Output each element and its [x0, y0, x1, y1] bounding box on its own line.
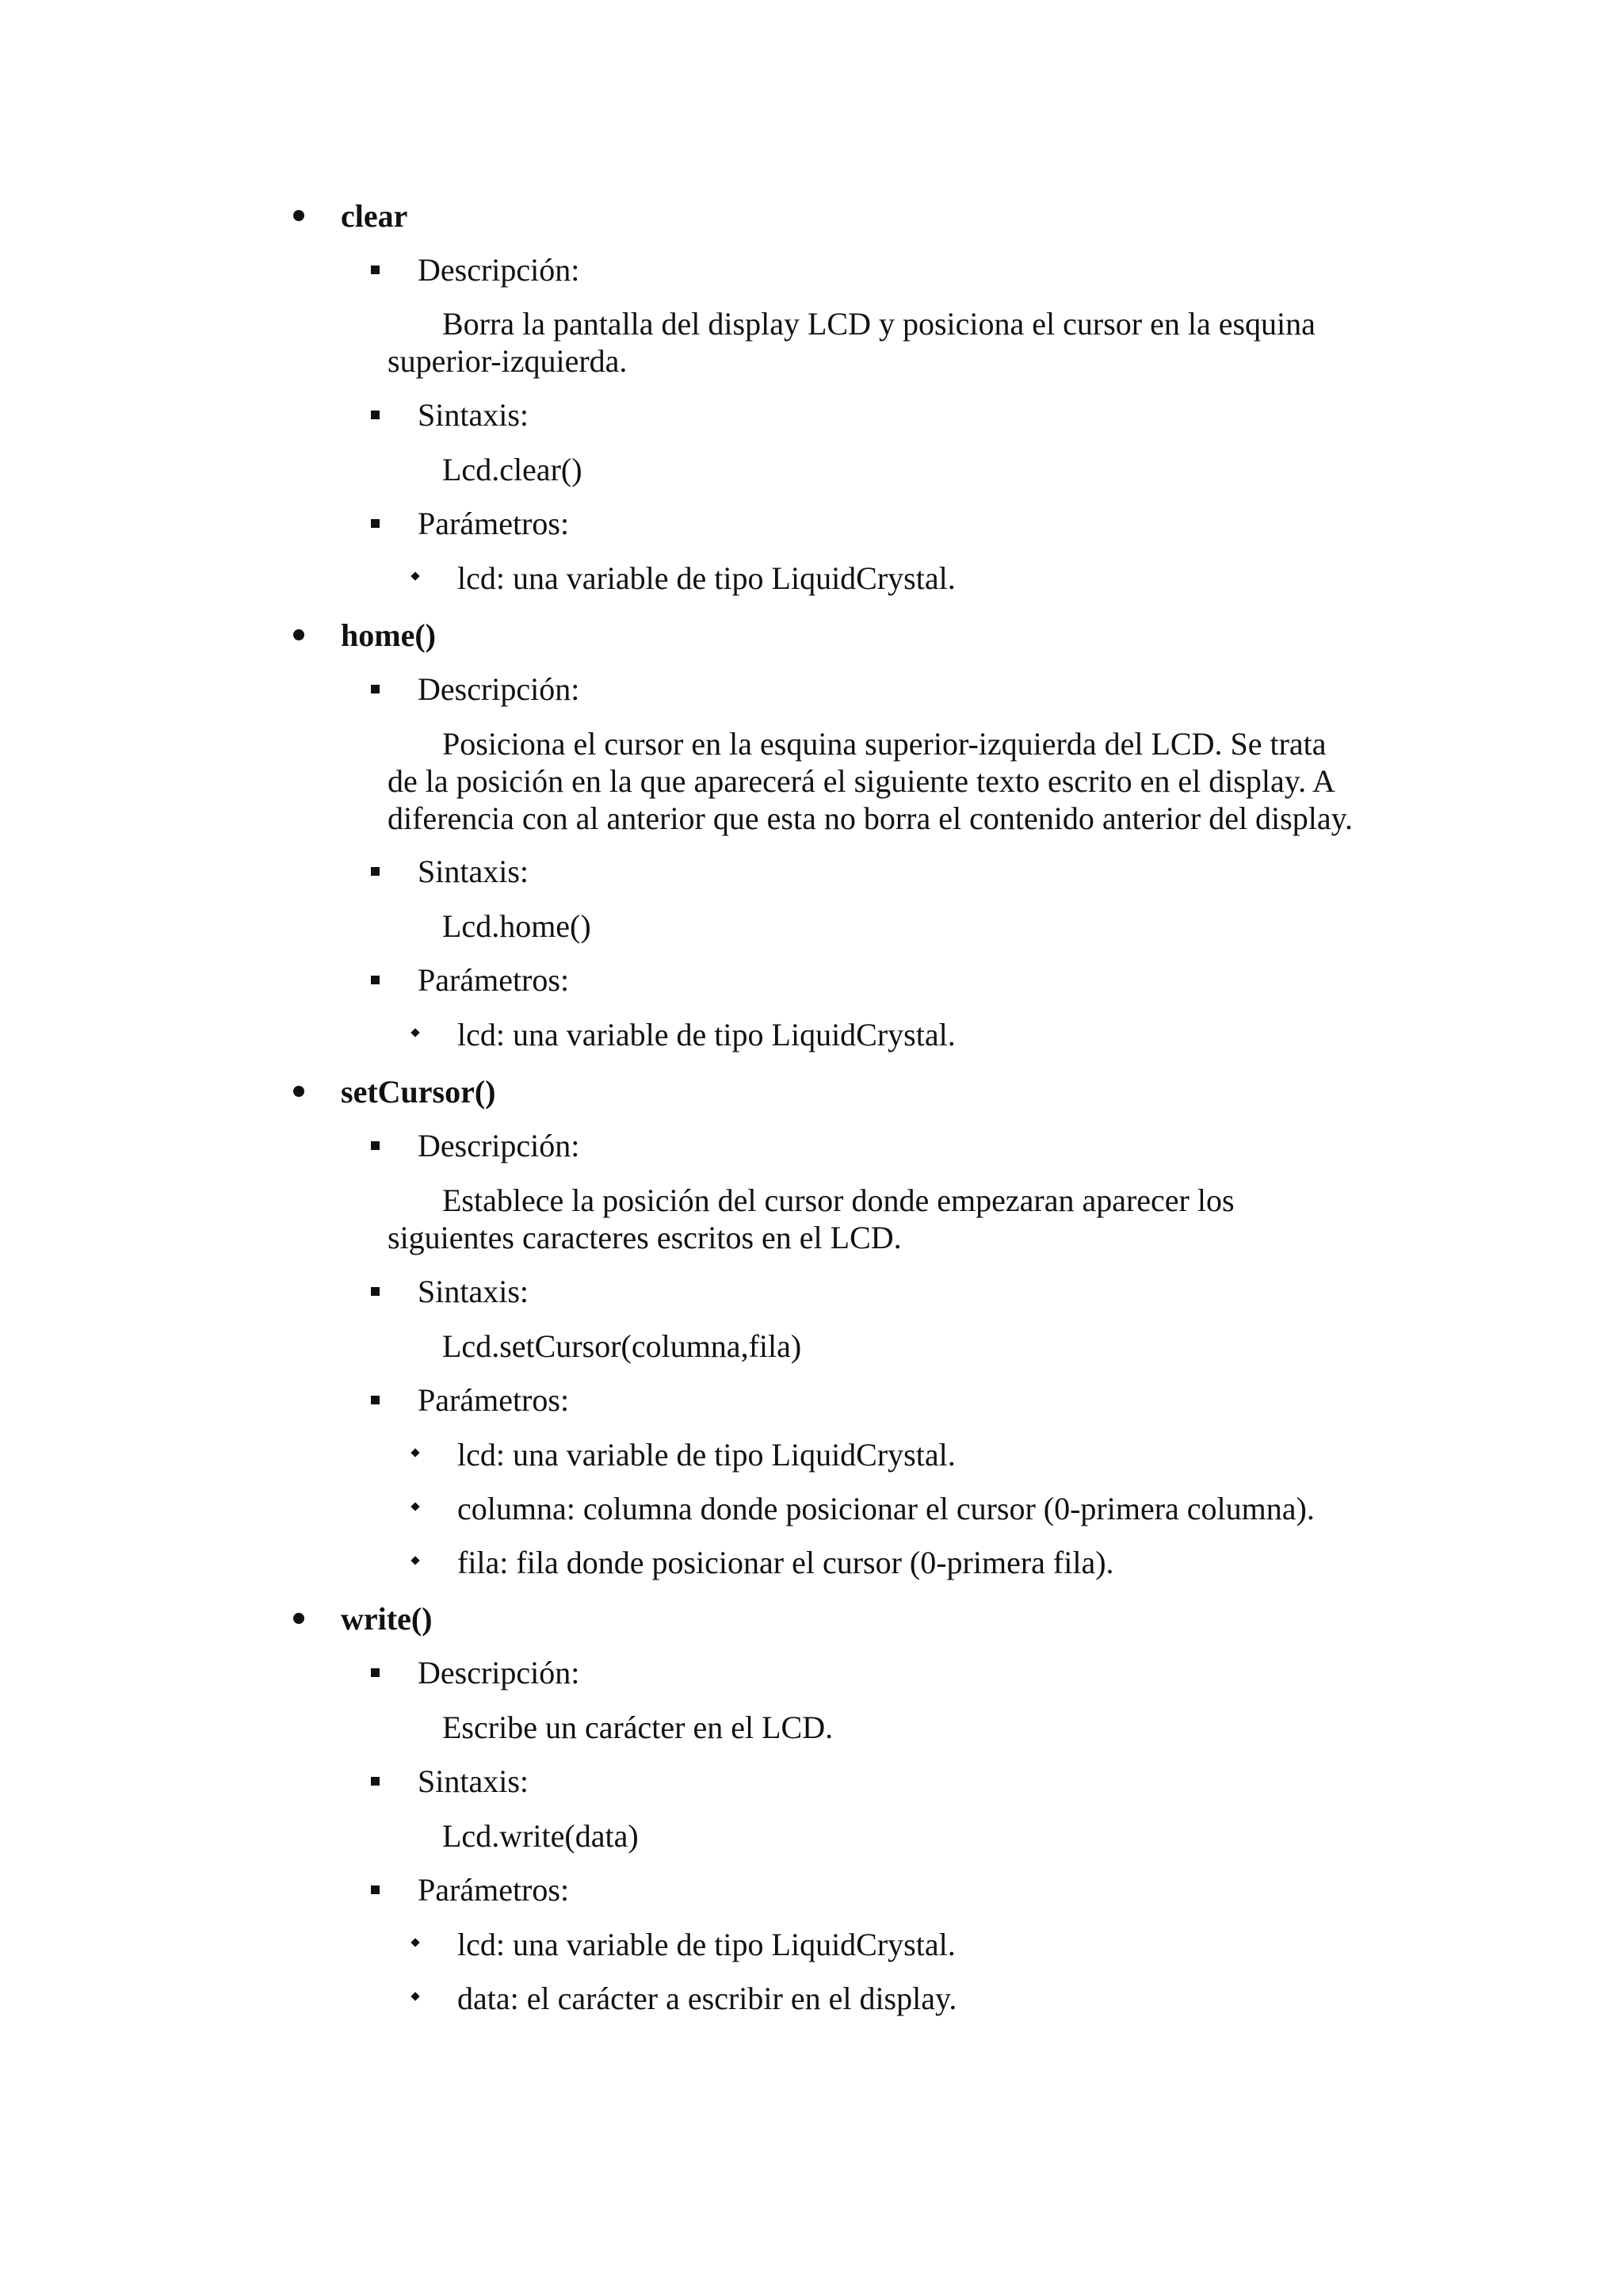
parameters-label: Parámetros: — [418, 962, 570, 998]
description-text: superior-izquierda. — [388, 343, 628, 379]
bullet-circle-icon — [293, 1086, 304, 1097]
description-text: Borra la pantalla del display LCD y posiciona el cursor en la esquina — [442, 306, 1316, 342]
bullet-diamond-icon — [411, 1502, 419, 1511]
syntax-code: Lcd.write(data) — [442, 1818, 639, 1854]
bullet-square-icon — [371, 1777, 380, 1786]
parameter-item: columna: columna donde posicionar el cursor (0-primera columna). — [457, 1491, 1315, 1526]
bullet-square-icon — [371, 1668, 380, 1677]
syntax-code: Lcd.home() — [442, 908, 591, 944]
syntax-label: Sintaxis: — [418, 854, 529, 889]
parameters-label: Parámetros: — [418, 506, 570, 541]
description-text: Posiciona el cursor en la esquina superior-izquierda del LCD. Se trata — [442, 726, 1327, 762]
bullet-square-icon — [371, 1287, 380, 1296]
bullet-diamond-icon — [411, 1448, 419, 1457]
bullet-diamond-icon — [411, 1028, 419, 1037]
bullet-circle-icon — [293, 629, 304, 640]
function-name: write() — [341, 1601, 433, 1637]
bullet-diamond-icon — [411, 1938, 419, 1946]
bullet-square-icon — [371, 685, 380, 693]
bullet-square-icon — [371, 411, 380, 419]
bullet-diamond-icon — [411, 1992, 419, 2000]
syntax-code: Lcd.clear() — [442, 452, 582, 487]
bullet-diamond-icon — [411, 571, 419, 580]
syntax-label: Sintaxis: — [418, 397, 529, 433]
description-text: Escribe un carácter en el LCD. — [442, 1710, 834, 1745]
description-text: Establece la posición del cursor donde empezaran aparecer los — [442, 1182, 1235, 1218]
syntax-code: Lcd.setCursor(columna,fila) — [442, 1328, 802, 1364]
bullet-square-icon — [371, 1396, 380, 1404]
parameter-item: data: el carácter a escribir en el display. — [457, 1981, 957, 2016]
parameter-item: lcd: una variable de tipo LiquidCrystal. — [457, 1927, 956, 1962]
function-name: clear — [341, 198, 408, 234]
parameter-item: lcd: una variable de tipo LiquidCrystal. — [457, 1017, 956, 1052]
parameter-item: lcd: una variable de tipo LiquidCrystal. — [457, 560, 956, 596]
description-text: siguientes caracteres escritos en el LCD. — [388, 1220, 902, 1255]
description-label: Descripción: — [418, 1128, 580, 1163]
bullet-square-icon — [371, 1885, 380, 1894]
description-text: diferencia con al anterior que esta no borra el contenido anterior del display. — [388, 800, 1354, 836]
bullet-circle-icon — [293, 210, 304, 221]
parameters-label: Parámetros: — [418, 1382, 570, 1418]
description-label: Descripción: — [418, 252, 580, 288]
bullet-square-icon — [371, 867, 380, 876]
parameter-item: fila: fila donde posicionar el cursor (0-primera fila). — [457, 1545, 1114, 1580]
bullet-square-icon — [371, 1141, 380, 1150]
description-label: Descripción: — [418, 1655, 580, 1690]
bullet-circle-icon — [293, 1613, 304, 1624]
syntax-label: Sintaxis: — [418, 1763, 529, 1799]
description-label: Descripción: — [418, 671, 580, 707]
bullet-square-icon — [371, 266, 380, 274]
parameter-item: lcd: una variable de tipo LiquidCrystal. — [457, 1437, 956, 1473]
function-name: home() — [341, 617, 436, 653]
bullet-square-icon — [371, 976, 380, 984]
function-name: setCursor() — [341, 1074, 496, 1110]
description-text: de la posición en la que aparecerá el siguiente texto escrito en el display. A — [388, 763, 1335, 799]
bullet-square-icon — [371, 519, 380, 528]
bullet-diamond-icon — [411, 1556, 419, 1564]
parameters-label: Parámetros: — [418, 1872, 570, 1908]
syntax-label: Sintaxis: — [418, 1274, 529, 1309]
